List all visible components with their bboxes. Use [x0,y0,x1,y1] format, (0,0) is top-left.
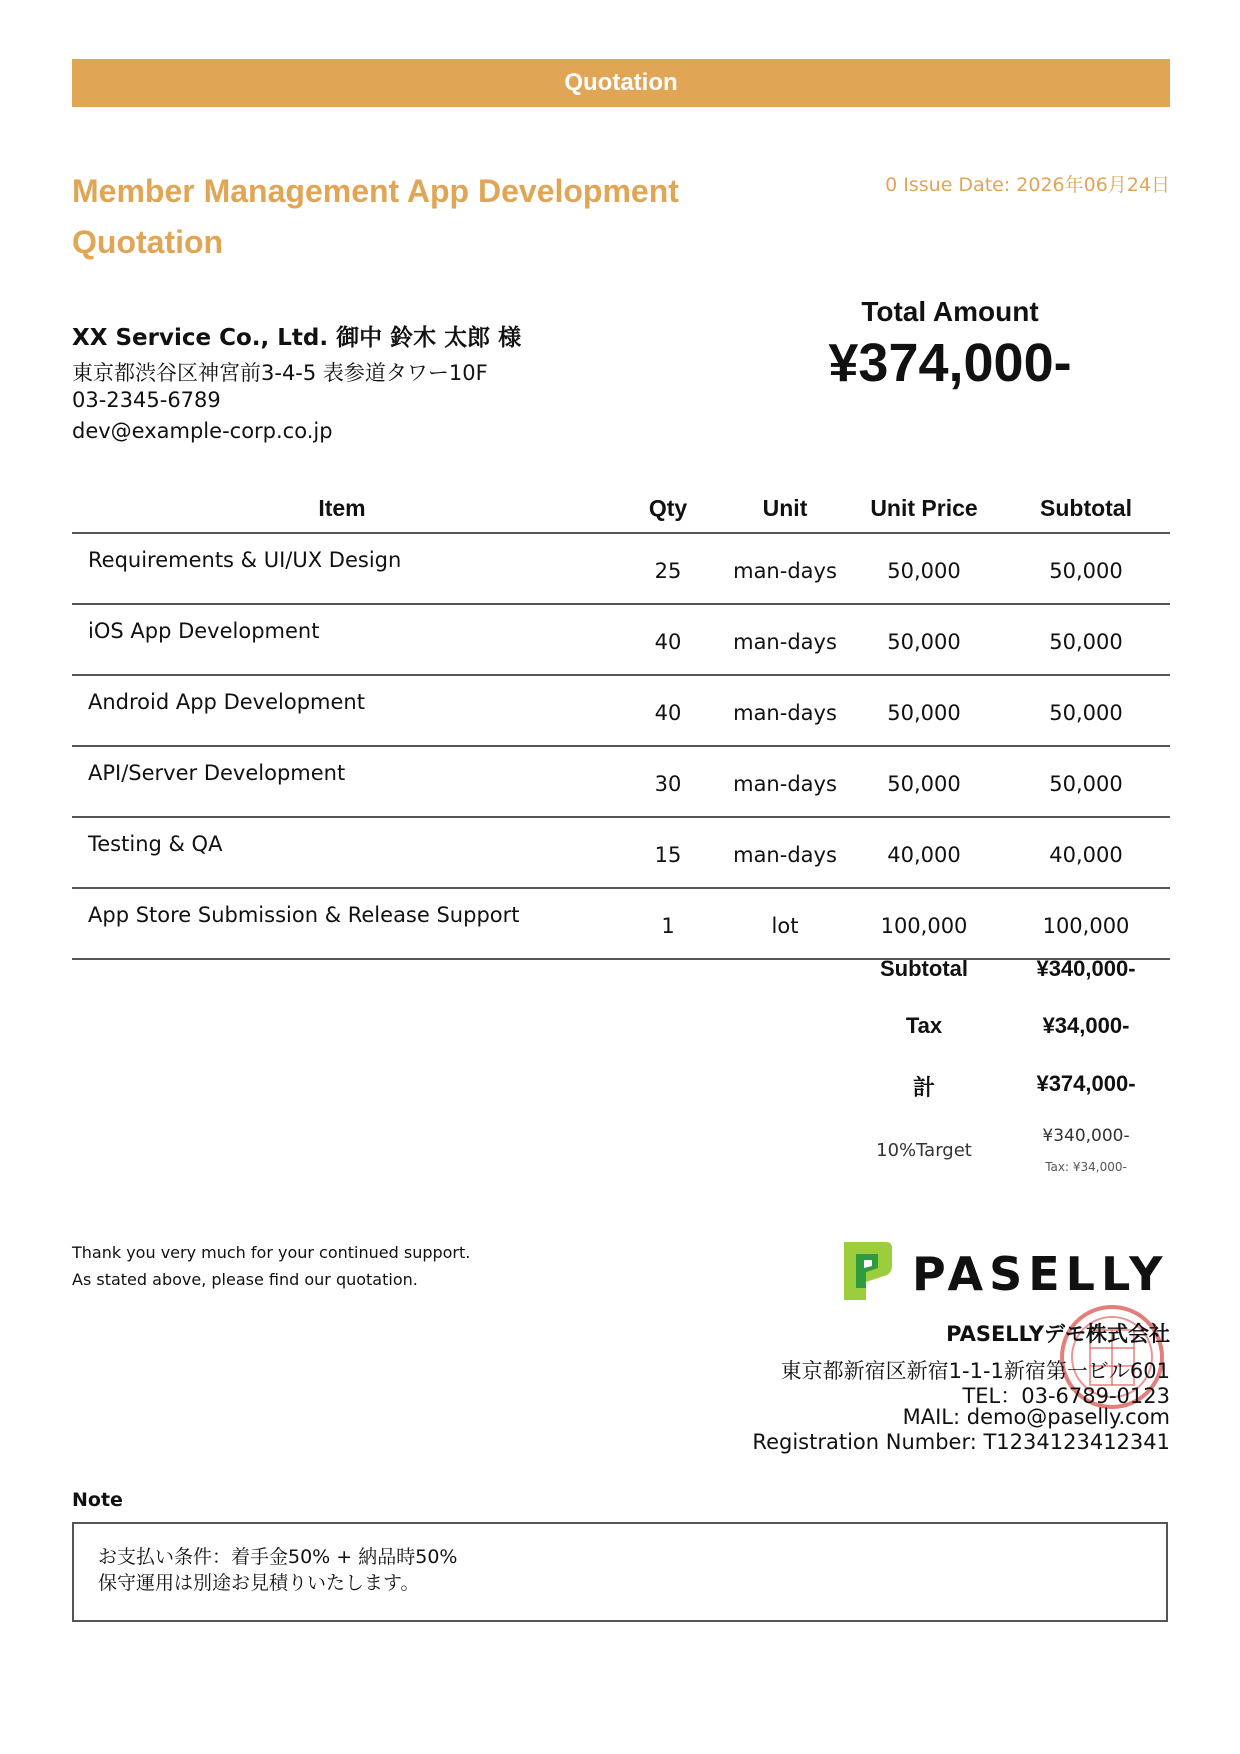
total-amount-value: ¥374,000- [828,333,1072,393]
note-box [72,1522,1168,1622]
cell-item: iOS App Development [72,604,612,675]
document-title-line2: Quotation [72,224,224,260]
cell-subtotal: 100,000 [1002,888,1170,959]
header-qty: Qty [612,484,724,533]
cell-unit: man-days [724,746,846,817]
cell-qty: 1 [612,888,724,959]
header-unit-price: Unit Price [846,484,1002,533]
client-address: 東京都渋谷区神宮前3-4-5 表参道タワー10F [72,361,488,385]
client-name: XX Service Co., Ltd. 御中 鈴木 太郎 様 [72,325,522,351]
cell-item: API/Server Development [72,746,612,817]
client-email: dev@example-corp.co.jp [72,419,333,443]
summary-subtotal-value: ¥340,000- [1036,956,1136,981]
summary-tax-label: Tax [905,1013,943,1038]
cell-subtotal: 50,000 [1002,533,1170,604]
cell-subtotal: 50,000 [1002,604,1170,675]
line-items-table [72,484,1170,960]
table-row [72,817,1170,888]
tax-target-value: ¥340,000- [1042,1126,1130,1146]
issuer-tel: TEL：03-6789-0123 [962,1384,1170,1408]
summary-tax-value: ¥34,000- [1042,1013,1130,1038]
issuer-company-name: PASELLYデモ株式会社 [946,1322,1170,1346]
document-title-line1: Member Management App Development [72,173,679,209]
cell-unit-price: 50,000 [846,675,1002,746]
tax-target-tax: Tax: ¥34,000- [1045,1160,1127,1174]
document-title [72,166,712,268]
cell-qty: 40 [612,604,724,675]
cell-unit-price: 50,000 [846,604,1002,675]
tax-target-label: 10%Target [876,1140,972,1161]
document-banner: Quotation [72,59,1170,107]
cell-unit-price: 50,000 [846,533,1002,604]
cell-item: Android App Development [72,675,612,746]
header-unit: Unit [724,484,846,533]
table-row [72,533,1170,604]
paselly-logo-mark [844,1242,892,1300]
cell-qty: 25 [612,533,724,604]
cell-unit-price: 100,000 [846,888,1002,959]
issue-date: 0 Issue Date: 2026年06月24日 [885,174,1170,196]
summary-subtotal-label: Subtotal [880,956,968,981]
header-subtotal: Subtotal [1002,484,1170,533]
summary-total-value: ¥374,000- [1036,1071,1136,1096]
note-heading: Note [72,1489,123,1511]
issuer-address: 東京都新宿区新宿1-1-1新宿第一ビル601 [780,1359,1170,1383]
cell-item: Testing & QA [72,817,612,888]
table-row [72,888,1170,959]
client-phone: 03-2345-6789 [72,388,221,412]
cell-unit: man-days [724,533,846,604]
total-amount-label: Total Amount [861,296,1039,327]
cell-subtotal: 40,000 [1002,817,1170,888]
issuer-registration: Registration Number: T1234123412341 [752,1430,1170,1454]
cell-subtotal: 50,000 [1002,746,1170,817]
issuer-mail: MAIL: demo@paselly.com [902,1405,1170,1429]
table-header-row [72,484,1170,533]
table-row [72,746,1170,817]
cell-unit-price: 50,000 [846,746,1002,817]
cell-unit: man-days [724,675,846,746]
cell-item: Requirements & UI/UX Design [72,533,612,604]
table-row [72,604,1170,675]
note-line-maintenance: 保守運用は別途お見積りいたします。 [98,1572,420,1594]
cell-subtotal: 50,000 [1002,675,1170,746]
note-line-payment: お支払い条件：着手金50% + 納品時50% [98,1546,458,1568]
paselly-logo-wordmark: PASELLY [912,1247,1169,1301]
cell-qty: 30 [612,746,724,817]
cell-qty: 15 [612,817,724,888]
cell-unit: man-days [724,817,846,888]
cell-qty: 40 [612,675,724,746]
cell-item: App Store Submission & Release Support [72,888,612,959]
cell-unit: man-days [724,604,846,675]
quotation-message: As stated above, please find our quotation. [72,1270,418,1289]
table-row [72,675,1170,746]
cell-unit: lot [724,888,846,959]
cell-unit-price: 40,000 [846,817,1002,888]
thanks-message: Thank you very much for your continued support. [72,1243,471,1262]
header-item: Item [72,484,612,533]
paselly-logo [840,1240,1170,1302]
summary-total-label: 計 [912,1075,935,1100]
